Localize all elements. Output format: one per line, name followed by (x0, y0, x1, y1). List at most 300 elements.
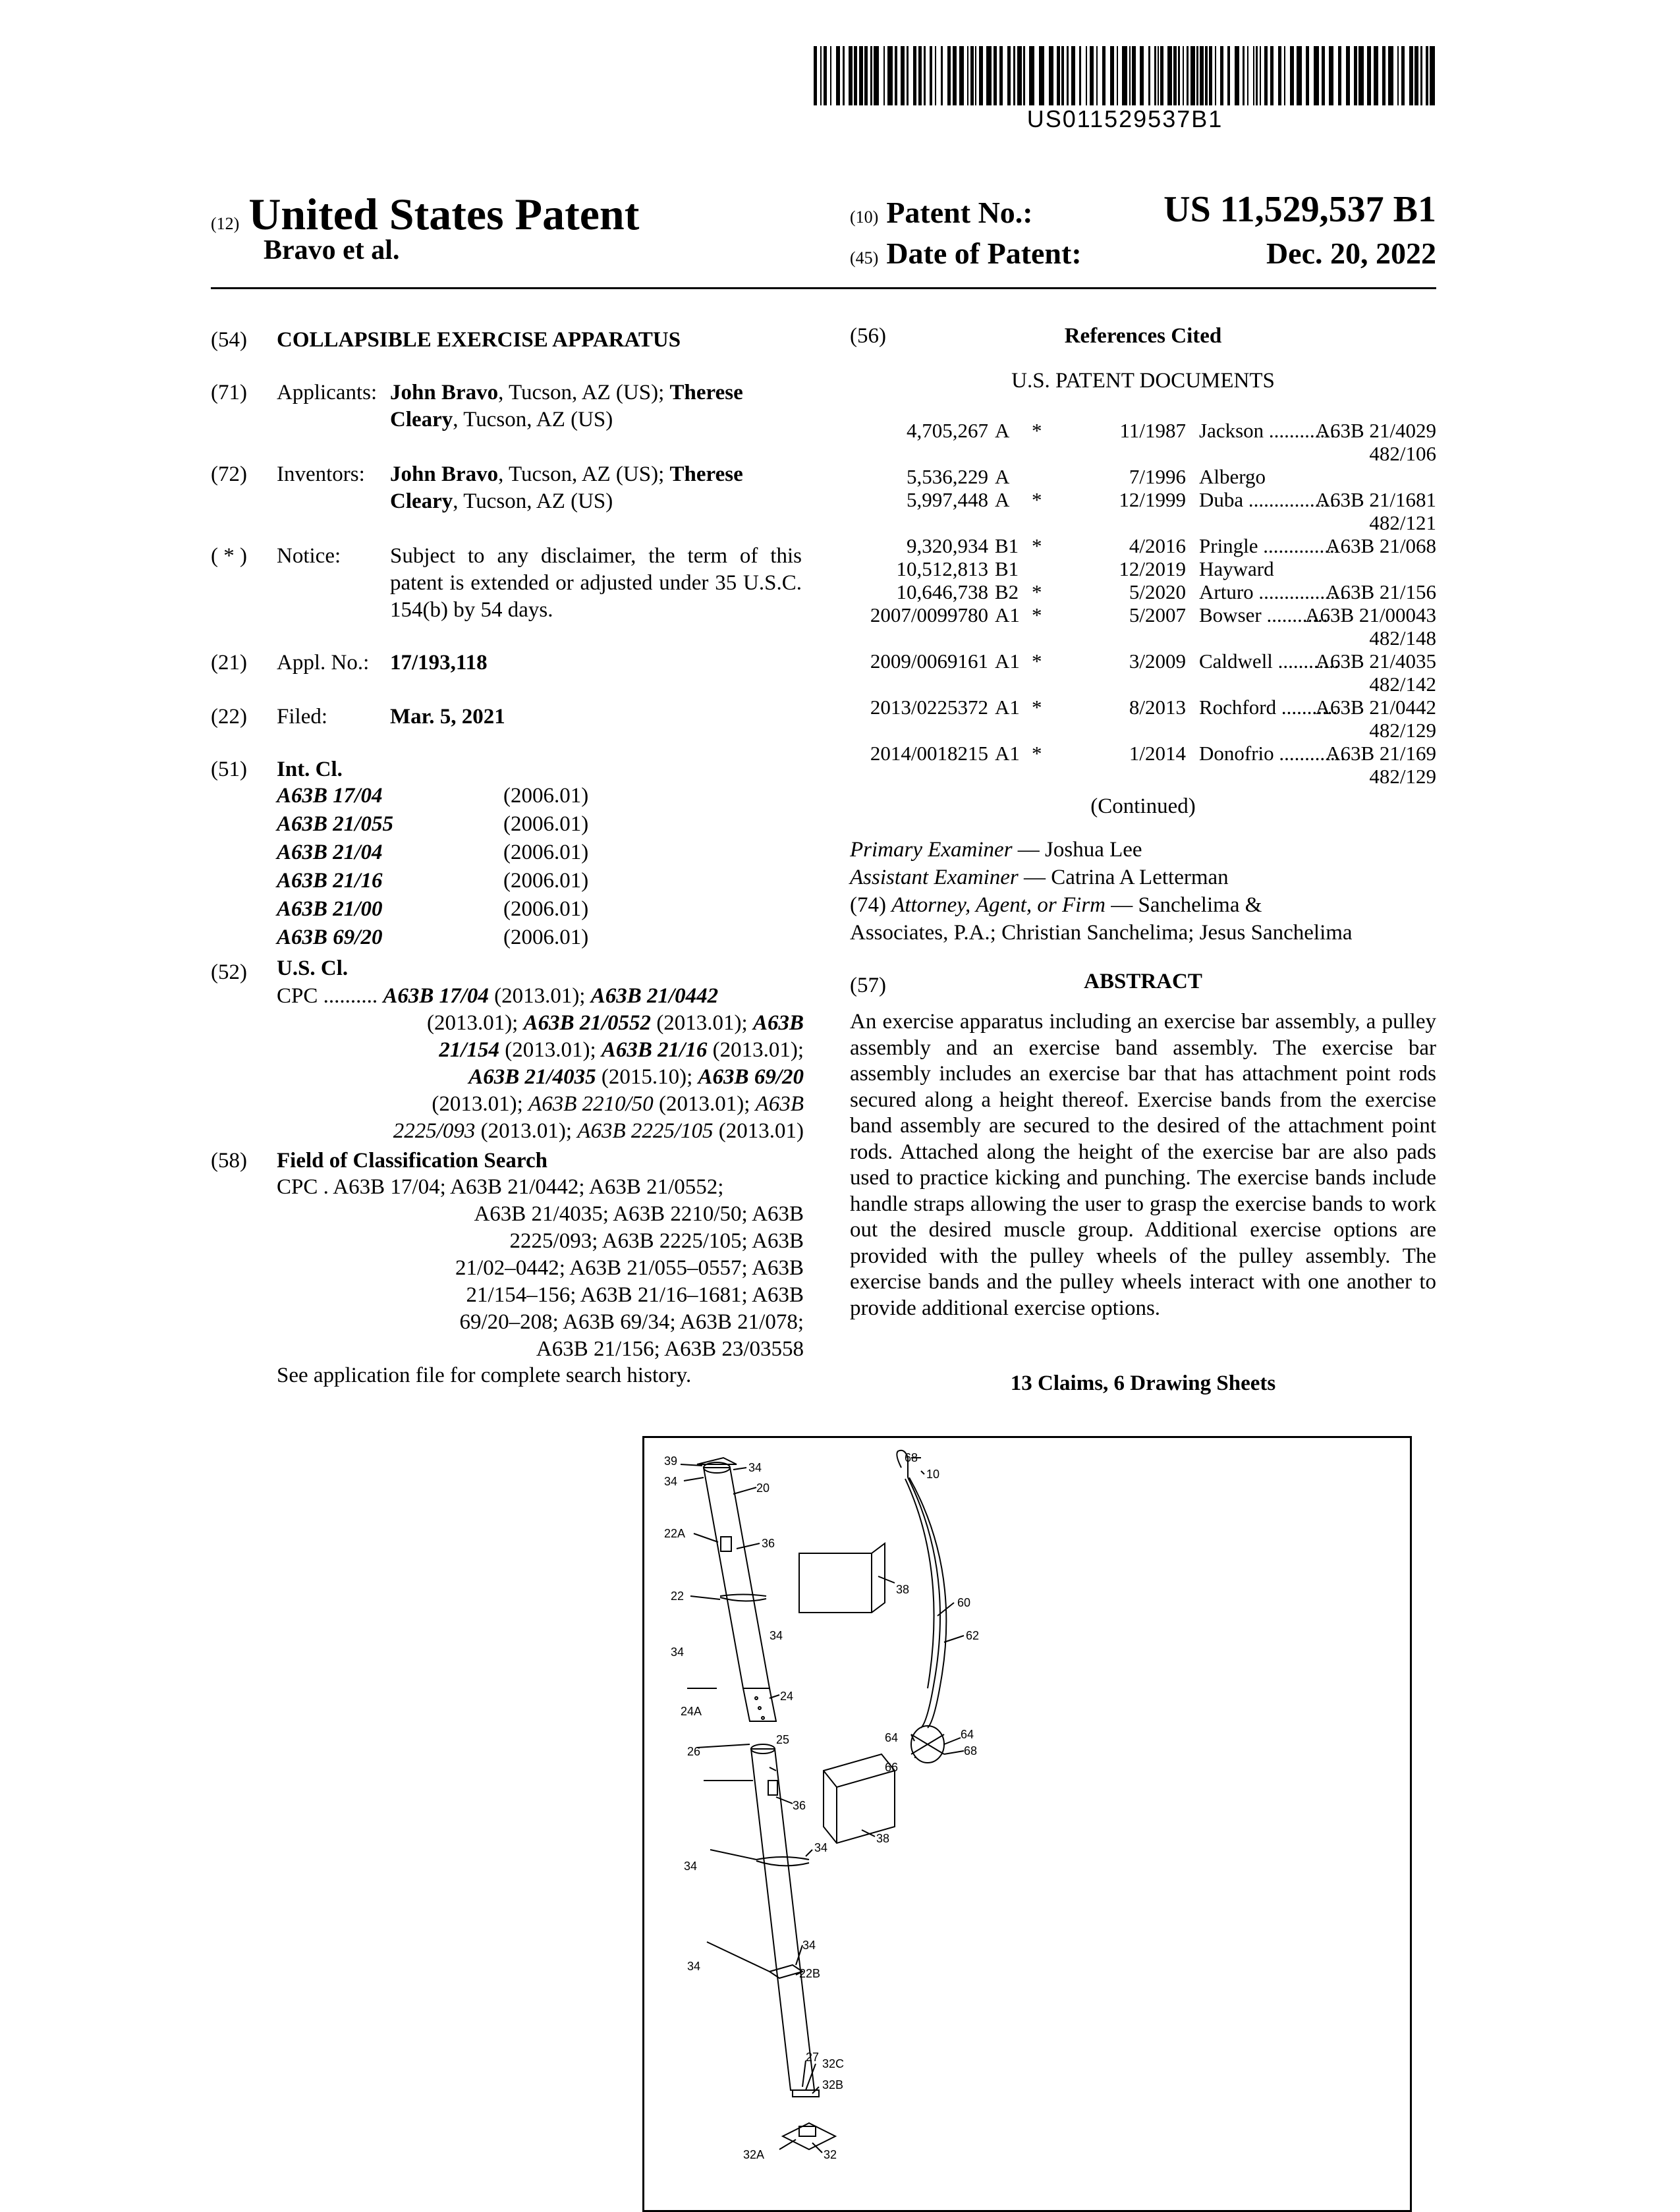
barcode-bar (814, 46, 817, 105)
barcode-bar (999, 46, 1003, 105)
reference-number: 4,705,267 (907, 419, 988, 442)
barcode-bar (1409, 46, 1413, 105)
abstract-text: An exercise apparatus including an exercise bar assembly, a pulley assembly and an exercise band assembly. The exercise bar assembly includes an exercise bar that has attachment point rods secured along a height thereof. Exercise bands from the exercise band assembly are secured to the desired of the attachment point rods. Attached along the height of the exercise bar are also pads used to practice kicking and punching. The exercise bands include handle straps allowing the user to grasp the exercise bands to work out the desired muscle group. Additional exercise options are provided with the pulley wheels of the pulley assembly. The exercise bands and the pulley wheels interact with one another to provide additional exercise options. (850, 1010, 1436, 1320)
patent-number-label: Patent No.: (886, 196, 1033, 229)
reference-name: Bowser ............ (1199, 603, 1328, 626)
barcode-bar (1200, 46, 1204, 105)
intcl-code-value: A63B 21/04 (277, 841, 383, 864)
ref-label: 34 (814, 1841, 828, 1854)
barcode-bar (1090, 46, 1094, 105)
ref-label: 25 (776, 1733, 790, 1746)
reference-kind: B1 (995, 557, 1019, 580)
reference-class: A63B 21/0442 (1315, 696, 1436, 719)
doc-type: United States Patent (248, 189, 640, 239)
barcode-bar (1215, 46, 1216, 105)
handle-cross (911, 1734, 944, 1754)
pad-upper (799, 1543, 885, 1613)
field-code: (58) (211, 1149, 247, 1173)
intcl-version: (2006.01) (503, 926, 589, 949)
barcode-bar (924, 46, 926, 105)
barcode-bar (1382, 46, 1386, 105)
reference-subclass: 482/148 (1369, 626, 1436, 650)
intcl-code-value: A63B 21/16 (277, 869, 383, 893)
barcode-bar (1314, 46, 1319, 105)
barcode-bar (1007, 46, 1011, 105)
title-code: (54) (211, 328, 247, 352)
ref-label: 34 (664, 1475, 678, 1488)
reference-date: 12/1999 (1119, 488, 1186, 511)
applicants-value (390, 379, 805, 433)
reference-date: 11/1987 (1119, 419, 1186, 442)
reference-class: A63B 21/4029 (1315, 419, 1436, 442)
ref-label: 34 (770, 1629, 783, 1642)
barcode-bar (1284, 46, 1285, 105)
barcode-bar (1235, 46, 1239, 105)
barcode-bar (1256, 46, 1258, 105)
reference-star: * (1032, 650, 1042, 673)
inventor-name-2a: Therese (669, 462, 743, 486)
attorney-line-1: — Sanchelima & (1106, 893, 1262, 917)
barcode-bar (1270, 46, 1274, 105)
ref-label: 64 (885, 1731, 899, 1744)
barcode-bar (895, 46, 897, 105)
reference-name: Donofrio ............. (1199, 742, 1346, 765)
reference-date: 4/2016 (1129, 534, 1186, 557)
barcode-bar (1290, 46, 1294, 105)
barcode-bar (1227, 46, 1230, 105)
reference-name: Arturo ................. (1199, 580, 1346, 603)
reference-star: * (1032, 580, 1042, 603)
reference-date: 3/2009 (1129, 650, 1186, 673)
reference-subclass: 482/106 (1369, 442, 1436, 465)
field-line: 2225/093; A63B 2225/105; A63B (509, 1229, 804, 1253)
barcode-bar (1117, 46, 1118, 105)
reference-row (850, 534, 1436, 558)
reference-star: * (1032, 534, 1042, 557)
field-line: CPC . A63B 17/04; A63B 21/0442; A63B 21/0552; (277, 1175, 724, 1199)
notice-label: Notice: (277, 544, 341, 568)
reference-row (850, 696, 1436, 719)
barcode-bar (1354, 46, 1357, 105)
reference-subclass: 482/129 (1369, 765, 1436, 788)
barcode-bar (849, 46, 853, 105)
rod-1 (720, 1595, 766, 1597)
intcl-version: (2006.01) (503, 869, 589, 893)
filed-label: Filed: (277, 705, 328, 729)
appl-number: 17/193,118 (390, 651, 488, 675)
refs-label: References Cited (1064, 324, 1222, 348)
rod-3 (770, 1965, 802, 1978)
barcode-bar (1367, 46, 1371, 105)
barcode-bar (1220, 46, 1223, 105)
barcode-bar (1158, 46, 1159, 105)
uscl-block (277, 983, 804, 1145)
barcode-bar (1278, 46, 1281, 105)
field-line: 69/20–208; A63B 69/34; A63B 21/078; (459, 1310, 804, 1334)
reference-class: A63B 21/4035 (1315, 650, 1436, 673)
authors: Bravo et al. (264, 235, 400, 265)
reference-kind: A1 (995, 696, 1020, 719)
reference-row (850, 488, 1436, 512)
reference-date: 5/2020 (1129, 580, 1186, 603)
intcl-label: Int. Cl. (277, 758, 343, 781)
front-page-drawing (642, 1436, 1412, 2212)
barcode-bar (1057, 46, 1060, 105)
ref-label: 62 (966, 1629, 980, 1642)
primary-examiner-label: Primary Examiner (850, 838, 1013, 862)
refs-continued: (Continued) (1090, 794, 1196, 818)
reference-class: A63B 21/068 (1326, 534, 1436, 557)
abstract-label: ABSTRACT (1084, 970, 1202, 993)
barcode-bar (986, 46, 992, 105)
reference-row (850, 419, 1436, 443)
reference-kind: A1 (995, 650, 1020, 673)
reference-kind: A1 (995, 742, 1020, 765)
applicants-code: (71) (211, 381, 247, 404)
barcode-bar (1209, 46, 1212, 105)
attorney-code: (74) (850, 893, 886, 917)
ref-label: 24 (780, 1690, 794, 1703)
reference-subclass: 482/121 (1369, 511, 1436, 534)
barcode-bar (1338, 46, 1341, 105)
date-row (850, 236, 1082, 271)
barcode-bar (1110, 46, 1114, 105)
intcl-version: (2006.01) (503, 784, 589, 808)
ref-label: 24A (681, 1705, 702, 1718)
uscl-line: (2013.01); A63B 2210/50 (2013.01); A63B (432, 1092, 804, 1116)
reference-kind: A (995, 465, 1010, 488)
barcode-bar (1264, 46, 1268, 105)
attorney-line-2: Associates, P.A.; Christian Sanchelima; Jesus Sanchelima (850, 921, 1353, 945)
pad-lower (824, 1754, 895, 1843)
reference-kind: B1 (995, 534, 1019, 557)
reference-name: Albergo (1199, 465, 1266, 488)
ref-label: 66 (885, 1761, 899, 1774)
reference-kind: A1 (995, 603, 1020, 626)
barcode-bar (1017, 46, 1022, 105)
ref-label: 20 (756, 1481, 770, 1495)
barcode-bar (1079, 46, 1081, 105)
ref-label: 34 (802, 1939, 816, 1952)
reference-number: 9,320,934 (907, 534, 988, 557)
barcode-bar (1260, 46, 1261, 105)
ref-label: 34 (687, 1960, 701, 1973)
barcode-bar (824, 46, 827, 105)
barcode-bar (859, 46, 863, 105)
barcode-bar (1187, 46, 1189, 105)
barcode-bar (1374, 46, 1378, 105)
reference-kind: A (995, 488, 1010, 511)
ref-label: 32 (824, 2148, 837, 2161)
barcode-bar (1205, 46, 1208, 105)
uscl-line: (2013.01); A63B 21/0552 (2013.01); A63B (426, 1011, 804, 1035)
barcode-bar (887, 46, 893, 105)
doc-code: (12) (211, 214, 240, 233)
assistant-examiner-label: Assistant Examiner (850, 866, 1019, 889)
barcode-bar (1329, 46, 1333, 105)
ref-label: 39 (664, 1454, 678, 1468)
barcode-bar (830, 46, 831, 105)
upper-collar (721, 1537, 731, 1551)
drawing-svg (644, 1438, 1410, 2210)
reference-number: 10,646,738 (896, 580, 988, 603)
barcode-bar (854, 46, 857, 105)
barcode-bar (864, 46, 868, 105)
ref-label: 27 (806, 2051, 820, 2064)
reference-class: A63B 21/1681 (1315, 488, 1436, 511)
notice-text: Subject to any disclaimer, the term of this patent is extended or adjusted under 35 U.S.C. 154(b) by 54 days. (390, 544, 802, 622)
ref-label: 32C (822, 2057, 845, 2070)
barcode-bar (1132, 46, 1136, 105)
barcode-bar (1247, 46, 1248, 105)
barcode-bar (959, 46, 964, 105)
filed-code: (22) (211, 705, 247, 729)
barcode-bar (935, 46, 936, 105)
applicant-loc-1: , Tucson, AZ (US); (498, 381, 670, 404)
ref-label: 26 (687, 1745, 701, 1758)
field-note: See application file for complete search history. (277, 1364, 692, 1387)
barcode-bar (1297, 46, 1302, 105)
reference-star: * (1032, 696, 1042, 719)
barcode-bar (1346, 46, 1350, 105)
hole-1 (755, 1697, 758, 1700)
ref-label: 10 (926, 1468, 940, 1481)
upper-bar-segment (704, 1468, 770, 1688)
assistant-examiner-name: — Catrina A Letterman (1018, 866, 1229, 889)
reference-number: 2013/0225372 (870, 696, 988, 719)
intcl-code-value: A63B 17/04 (277, 784, 383, 808)
barcode-bar (1013, 46, 1015, 105)
barcode-bar (1129, 46, 1131, 105)
refs-subheading: U.S. PATENT DOCUMENTS (1011, 369, 1275, 393)
reference-number: 2014/0018215 (870, 742, 988, 765)
intcl-code-value: A63B 21/055 (277, 812, 393, 836)
reference-number: 5,997,448 (907, 488, 988, 511)
inventor-name-2b: Cleary (390, 489, 453, 513)
barcode (814, 46, 1436, 105)
reference-star: * (1032, 419, 1042, 442)
applicants-label: Applicants: (277, 381, 378, 404)
reference-date: 12/2019 (1119, 557, 1186, 580)
reference-name: Caldwell ............ (1199, 650, 1339, 673)
primary-examiner-name: — Joshua Lee (1012, 838, 1142, 862)
barcode-bar (901, 46, 905, 105)
barcode-bar (1190, 46, 1195, 105)
reference-kind: A (995, 419, 1010, 442)
reference-date: 8/2013 (1129, 696, 1186, 719)
patent-date: Dec. 20, 2022 (1266, 236, 1436, 270)
barcode-bar (930, 46, 932, 105)
barcode-bar (1420, 46, 1422, 105)
attorney-label: Attorney, Agent, or Firm (891, 893, 1106, 917)
barcode-bar (918, 46, 922, 105)
appl-label: Appl. No.: (277, 651, 370, 675)
reference-date: 5/2007 (1129, 603, 1186, 626)
reference-name: Jackson ............. (1199, 419, 1335, 442)
field-line: 21/02–0442; A63B 21/055–0557; A63B (455, 1256, 804, 1280)
base-block (799, 2126, 816, 2136)
barcode-bar (843, 46, 845, 105)
notice-code: ( * ) (211, 544, 247, 568)
reference-row (850, 557, 1436, 581)
reference-date: 7/1996 (1129, 465, 1186, 488)
barcode-bar (1140, 46, 1144, 105)
reference-name: Pringle ............... (1199, 534, 1340, 557)
header-rule (211, 287, 1436, 289)
barcode-bar (1388, 46, 1393, 105)
inventors-code: (72) (211, 462, 247, 486)
intcl-code-value: A63B 69/20 (277, 926, 383, 949)
inventors-label: Inventors: (277, 462, 365, 486)
barcode-bar (1322, 46, 1325, 105)
ref-label: 22 (671, 1590, 685, 1603)
refs-code: (56) (850, 324, 886, 348)
barcode-bar (1067, 46, 1069, 105)
appl-code: (21) (211, 651, 247, 675)
barcode-bar (913, 46, 916, 105)
junction-segment (743, 1688, 776, 1721)
ref-label: 38 (876, 1832, 890, 1845)
barcode-bar (975, 46, 976, 105)
barcode-bar (1086, 46, 1087, 105)
abstract-code: (57) (850, 974, 886, 997)
reference-row (850, 650, 1436, 673)
inventor-name-1: John Bravo (390, 462, 499, 486)
intcl-version: (2006.01) (503, 897, 589, 921)
ref-label: 22A (664, 1527, 686, 1540)
patent-number-code: (10) (850, 207, 879, 227)
reference-kind: B2 (995, 580, 1019, 603)
reference-star: * (1032, 742, 1042, 765)
reference-subclass: 482/142 (1369, 673, 1436, 696)
intcl-version: (2006.01) (503, 841, 589, 864)
reference-class: A63B 21/169 (1326, 742, 1436, 765)
reference-number: 2007/0099780 (870, 603, 988, 626)
uscl-label: U.S. Cl. (277, 956, 349, 980)
field-line: 21/154–156; A63B 21/16–1681; A63B (466, 1283, 804, 1307)
barcode-bar (967, 46, 968, 105)
band-1 (908, 1478, 940, 1728)
ref-label: 68 (964, 1744, 978, 1757)
barcode-bar (1243, 46, 1245, 105)
inventor-loc-2: , Tucson, AZ (US) (453, 489, 613, 513)
barcode-bar (907, 46, 909, 105)
ref-label: 64 (961, 1728, 974, 1741)
barcode-bar (947, 46, 951, 105)
applicant-name-2b: Cleary (390, 408, 453, 431)
barcode-bar (953, 46, 957, 105)
barcode-bar (874, 46, 879, 105)
barcode-bar (1154, 46, 1156, 105)
intcl-version: (2006.01) (503, 812, 589, 836)
barcode-bar (820, 46, 822, 105)
barcode-bar (1039, 46, 1044, 105)
intcl-code: (51) (211, 758, 247, 781)
patent-number: US 11,529,537 B1 (1163, 189, 1436, 230)
claims-summary: 13 Claims, 6 Drawing Sheets (1010, 1371, 1276, 1395)
barcode-bar (979, 46, 983, 105)
barcode-bar (1196, 46, 1198, 105)
band-2 (909, 1478, 946, 1728)
field-line: A63B 21/156; A63B 23/03558 (536, 1337, 804, 1361)
ref-label: 68 (905, 1451, 918, 1464)
barcode-bar (941, 46, 943, 105)
barcode-bar (1023, 46, 1025, 105)
barcode-bar (1096, 46, 1098, 105)
attorney (850, 892, 1262, 919)
barcode-bar (1160, 46, 1163, 105)
leader-lines (681, 1458, 964, 2153)
field-line: A63B 21/4035; A63B 2210/50; A63B (474, 1202, 804, 1226)
barcode-bar (1401, 46, 1405, 105)
reference-name: Rochford ........... (1199, 696, 1338, 719)
barcode-bar (1122, 46, 1127, 105)
barcode-bar (1148, 46, 1150, 105)
reference-star: * (1032, 488, 1042, 511)
barcode-bar (1253, 46, 1254, 105)
barcode-bar (870, 46, 872, 105)
field-label: Field of Classification Search (277, 1149, 547, 1173)
intcl-code-value: A63B 21/00 (277, 897, 383, 921)
barcode-bar (1102, 46, 1106, 105)
ref-label: 34 (671, 1645, 685, 1659)
band-3 (905, 1479, 934, 1688)
inventors-value (390, 461, 805, 515)
ref-label: 32A (743, 2148, 765, 2161)
uscl-line: 2225/093 (2013.01); A63B 2225/105 (2013.01) (393, 1119, 804, 1143)
reference-date: 1/2014 (1129, 742, 1186, 765)
reference-subclass: 482/129 (1369, 719, 1436, 742)
date-label: Date of Patent: (886, 236, 1082, 270)
ref-label: 60 (957, 1596, 971, 1609)
reference-row (850, 603, 1436, 627)
reference-class: A63B 21/156 (1326, 580, 1436, 603)
patent-number-row (850, 195, 1033, 230)
barcode-bar (1358, 46, 1364, 105)
barcode-bar (1414, 46, 1418, 105)
barcode-number: US011529537B1 (1026, 105, 1223, 132)
reference-name: Hayward (1199, 557, 1274, 580)
reference-number: 10,512,813 (896, 557, 988, 580)
reference-number: 2009/0069161 (870, 650, 988, 673)
ref-label: 38 (896, 1583, 910, 1596)
field-block (277, 1174, 804, 1363)
date-code: (45) (850, 248, 879, 267)
barcode-bar (1426, 46, 1428, 105)
uscl-line: A63B 21/4035 (2015.10); A63B 69/20 (468, 1065, 804, 1089)
ref-label: 22B (799, 1967, 821, 1980)
barcode-bar (1430, 46, 1435, 105)
filed-date: Mar. 5, 2021 (390, 705, 505, 729)
uscl-line: CPC .......... A63B 17/04 (2013.01); A63B 21/0442 (277, 984, 719, 1008)
reference-row (850, 465, 1436, 489)
barcode-bar (1049, 46, 1053, 105)
doc-type-line (211, 188, 639, 240)
barcode-bar (1183, 46, 1184, 105)
barcode-bar (1029, 46, 1034, 105)
ref-label: 34 (748, 1461, 762, 1474)
barcode-bar (1071, 46, 1075, 105)
barcode-bar (1173, 46, 1177, 105)
ref-label: 36 (793, 1799, 806, 1812)
reference-name: Duba ................. (1199, 488, 1335, 511)
barcode-bar (994, 46, 997, 105)
barcode-bar (1061, 46, 1064, 105)
barcode-bar (1397, 46, 1399, 105)
applicant-name-2a: Therese (669, 381, 743, 404)
ref-label: 32B (822, 2078, 844, 2091)
inventor-loc-1: , Tucson, AZ (US); (498, 462, 670, 486)
